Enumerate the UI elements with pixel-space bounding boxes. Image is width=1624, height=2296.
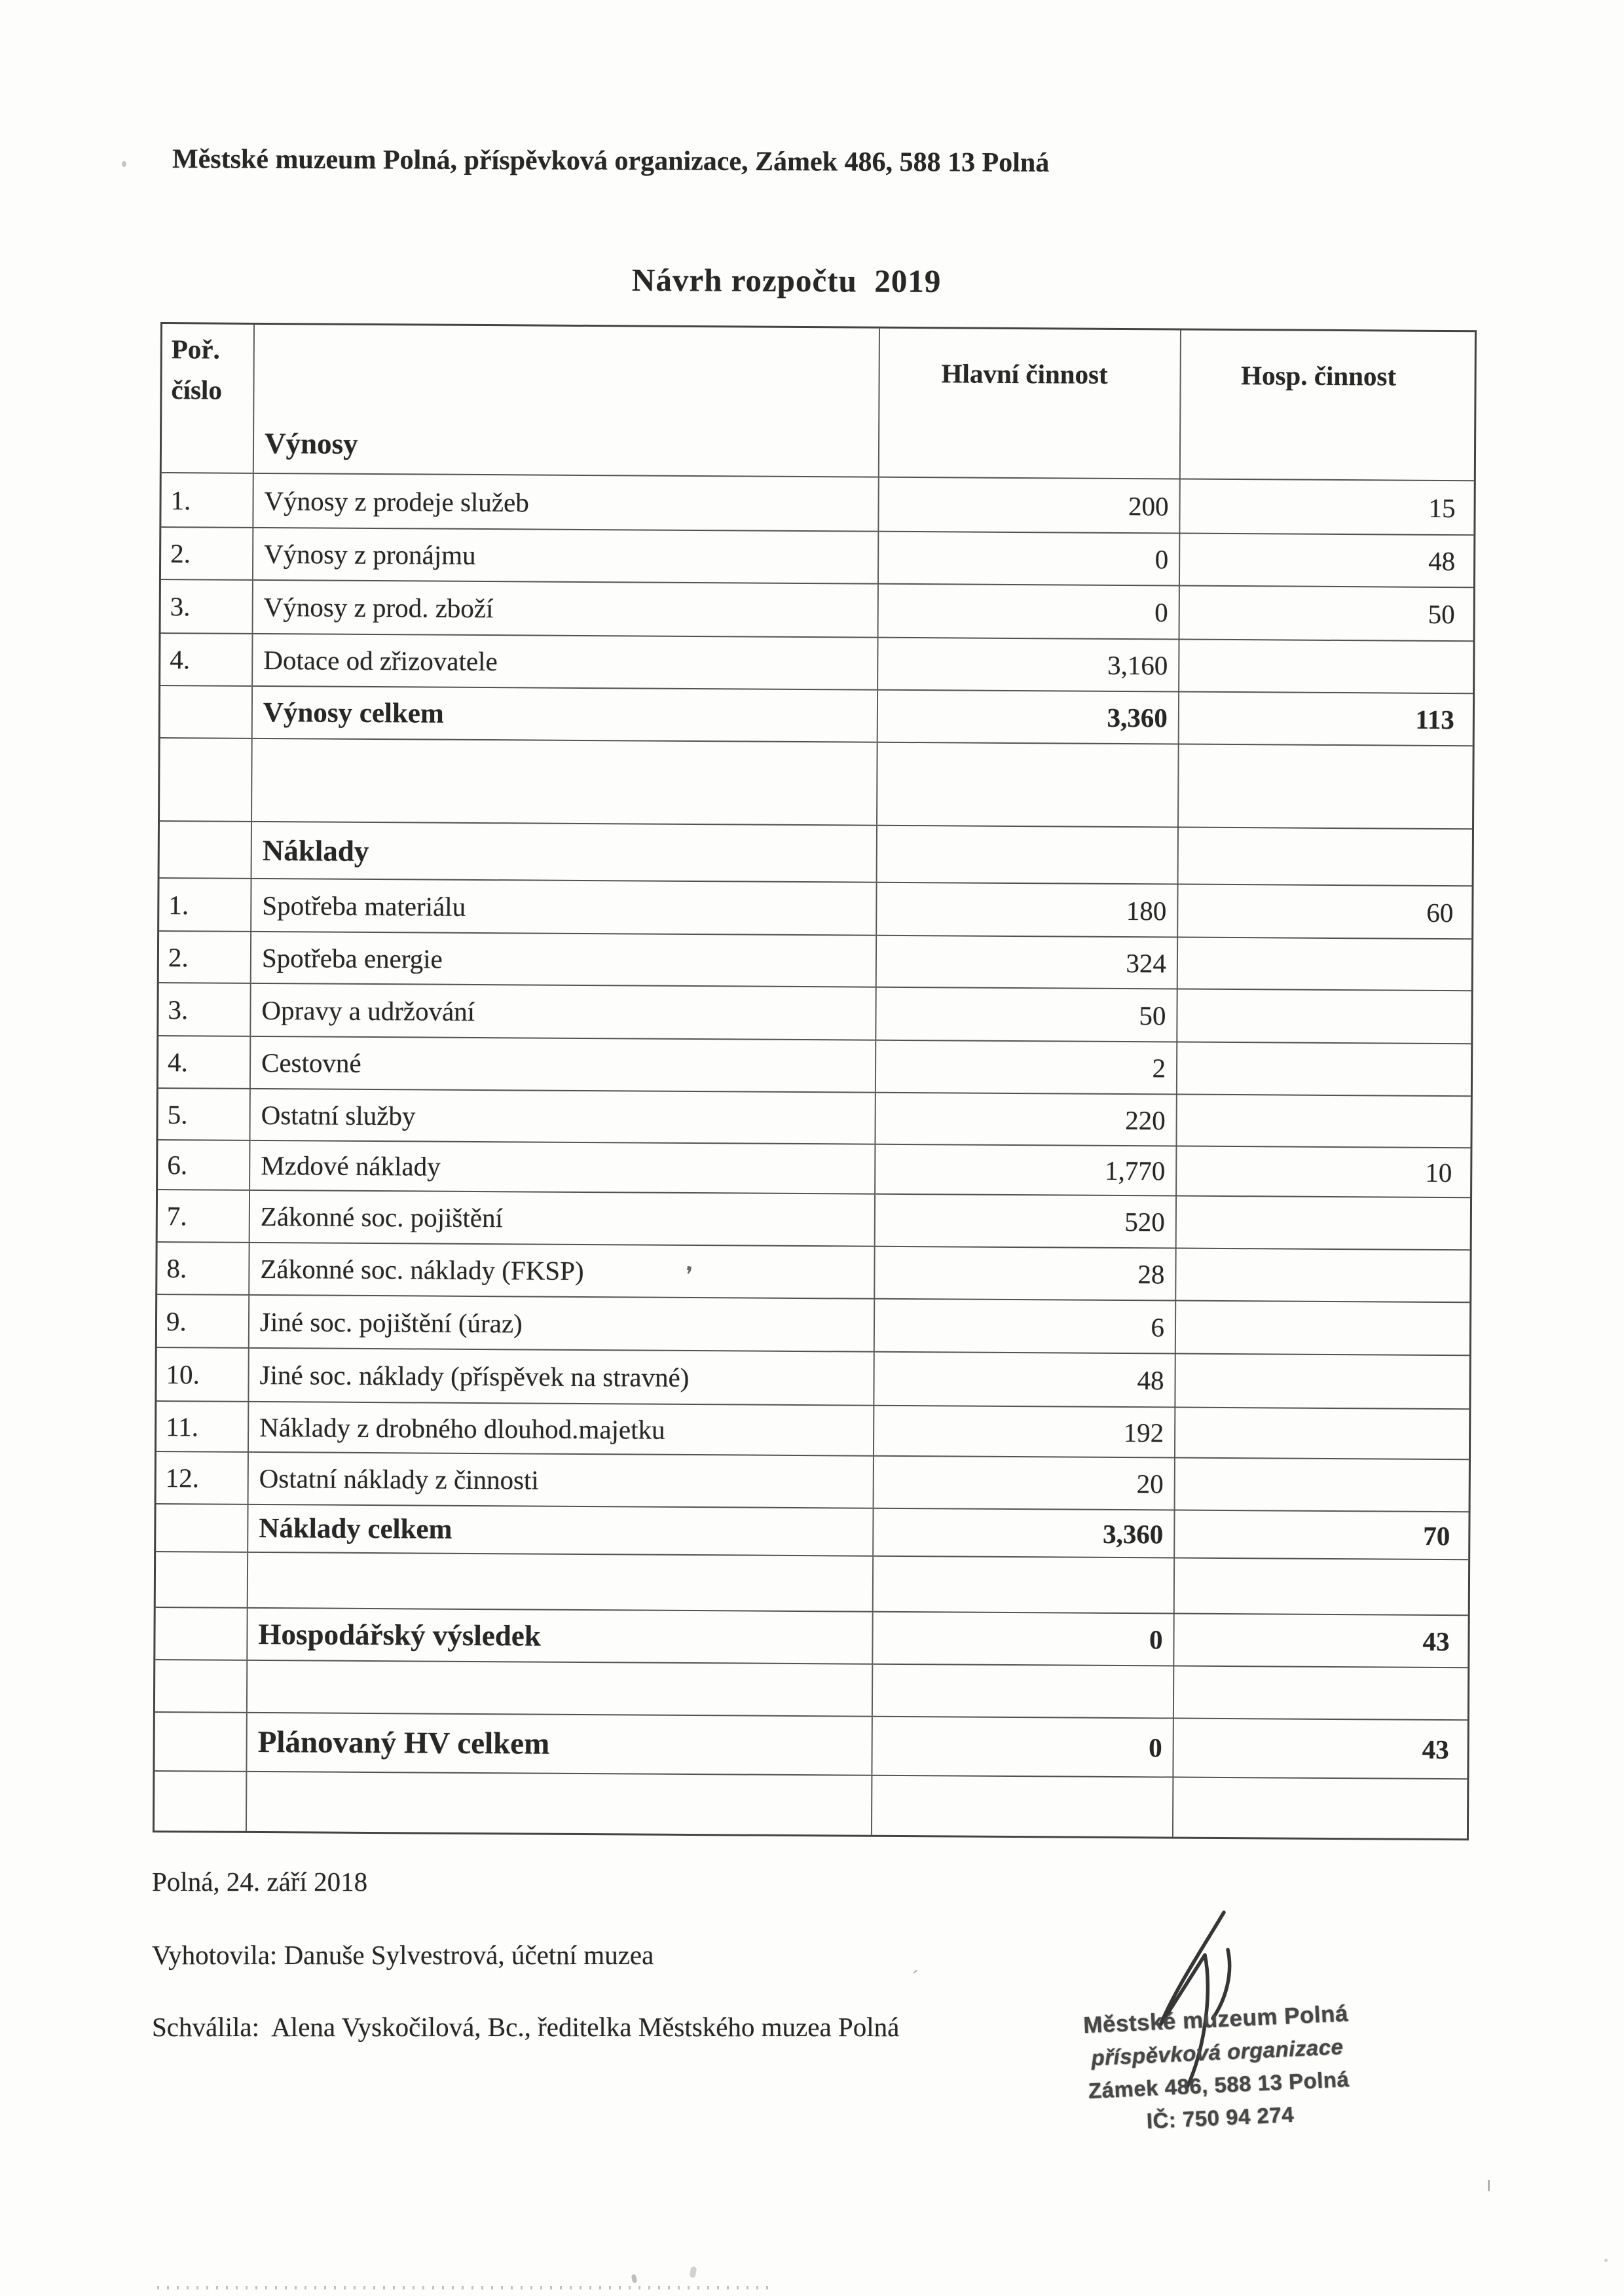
table-empty-row (155, 1659, 1467, 1719)
row-value-economic-activity (1175, 1095, 1466, 1148)
row-label: Opravy a udržování (249, 984, 875, 1040)
table-item-row (161, 472, 1473, 534)
row-label (247, 1553, 872, 1611)
table-empty-row (156, 1551, 1468, 1614)
row-number: 3. (170, 591, 191, 622)
row-value-main-activity: 3,360 (872, 1509, 1173, 1558)
scan-artifact (122, 161, 126, 167)
table-item-row (158, 982, 1471, 1043)
table-section-row (160, 820, 1472, 885)
row-value-main-activity: 520 (874, 1195, 1175, 1248)
row-value-economic-activity (1177, 938, 1467, 991)
row-number (155, 1660, 246, 1712)
row-number (156, 1504, 247, 1552)
column-header-number-line2: číslo (171, 374, 223, 405)
row-label: Dotace od zřizovatele (251, 634, 877, 689)
scan-artifact (1488, 2180, 1490, 2191)
row-value-economic-activity: 10 (1175, 1147, 1466, 1197)
row-value-main-activity: 50 (875, 988, 1176, 1042)
row-value-economic-activity: 113 (1178, 693, 1469, 746)
row-label: Plánovaný HV celkem (246, 1713, 871, 1775)
table-item-row (158, 1139, 1470, 1197)
row-value-main-activity: 0 (871, 1717, 1172, 1777)
row-value-main-activity: 3,160 (877, 638, 1178, 691)
row-number: 10. (166, 1359, 200, 1390)
row-number (160, 686, 251, 738)
row-value-main-activity: 28 (874, 1247, 1175, 1300)
row-value-economic-activity: 15 (1179, 480, 1469, 535)
table-item-row (157, 1400, 1469, 1459)
row-value-main-activity: 6 (874, 1300, 1175, 1353)
row-number (160, 738, 251, 821)
row-value-main-activity: 1,770 (874, 1145, 1175, 1195)
row-label: Zákonné soc. pojištění (249, 1191, 874, 1246)
row-label: Výnosy z prod. zboží (252, 581, 877, 637)
row-label: Hospodářský výsledek (246, 1609, 872, 1664)
table-item-row (157, 1294, 1469, 1355)
row-value-main-activity: 0 (872, 1613, 1173, 1666)
scan-artifact: ❜ (683, 1263, 694, 1288)
row-value-economic-activity: 60 (1177, 885, 1467, 939)
row-value-economic-activity: 43 (1172, 1719, 1463, 1779)
row-label (251, 739, 877, 825)
row-value-economic-activity (1175, 1249, 1466, 1302)
row-value-main-activity: 220 (874, 1093, 1175, 1146)
column-header-label (253, 325, 879, 418)
footer-prepared-by: Vyhotovila: Danuše Sylvestrová, účetní muzea (152, 1940, 654, 1970)
row-value-economic-activity (1172, 1778, 1463, 1839)
row-number: 2. (168, 941, 189, 972)
row-value-main-activity: 0 (877, 585, 1179, 639)
stamp-organization-name: Městské muzeum Polná (1082, 2000, 1349, 2039)
row-value-economic-activity (1175, 1197, 1466, 1250)
table-item-row (157, 1451, 1469, 1511)
row-number: 12. (165, 1463, 200, 1493)
row-label: Ostatní náklady z činnosti (248, 1453, 873, 1508)
stamp-ic-number: IČ: 750 94 274 (1145, 2102, 1295, 2134)
row-number (162, 413, 253, 473)
row-number: 4. (167, 1047, 188, 1078)
table-total-row (156, 1503, 1468, 1559)
row-label: Mzdové náklady (249, 1141, 874, 1194)
row-number: 7. (166, 1201, 187, 1231)
table-item-row (159, 877, 1471, 938)
row-value-economic-activity (1178, 640, 1469, 693)
scan-artifact (1604, 2259, 1608, 2262)
row-label: Výnosy z prodeje služeb (252, 474, 877, 531)
table-empty-row (155, 1770, 1467, 1838)
table-total-lg-row (155, 1607, 1467, 1667)
row-number: 11. (166, 1411, 199, 1442)
row-label: Jiné soc. náklady (příspěvek na stravné) (248, 1349, 873, 1405)
row-value-economic-activity (1173, 1559, 1464, 1615)
row-label: Náklady celkem (247, 1505, 872, 1556)
row-value-economic-activity: 50 (1179, 587, 1469, 641)
row-value-economic-activity (1179, 420, 1470, 481)
row-value-main-activity: 20 (873, 1457, 1174, 1510)
row-value-main-activity (872, 1665, 1173, 1718)
row-label: Cestovné (249, 1037, 875, 1092)
row-label (246, 1772, 871, 1835)
column-header-economic-activity: Hosp. činnost (1179, 331, 1471, 422)
table-section-row (162, 413, 1474, 480)
row-number (155, 1772, 246, 1831)
scan-artifact: ˊ (912, 1967, 919, 1991)
table-empty-row (160, 737, 1473, 828)
row-value-economic-activity: 43 (1173, 1614, 1464, 1667)
official-stamp (1065, 1997, 1372, 2141)
row-value-economic-activity (1177, 828, 1468, 886)
row-value-main-activity: 180 (876, 883, 1177, 937)
row-value-main-activity: 192 (873, 1406, 1174, 1457)
table-total-row (160, 685, 1473, 745)
row-value-economic-activity (1174, 1355, 1465, 1409)
table-total-xl-row (155, 1711, 1467, 1778)
table-body (155, 413, 1474, 1838)
row-label: Náklady z drobného dlouhod.majetku (248, 1402, 873, 1455)
row-number (155, 1608, 246, 1660)
scan-artifact (157, 2286, 769, 2289)
row-value-main-activity: 2 (875, 1041, 1176, 1094)
document-title: Návrh rozpočtu 2019 (631, 261, 942, 300)
row-number: 1. (168, 889, 189, 920)
row-number: 1. (170, 484, 191, 515)
row-number: 2. (170, 538, 191, 569)
row-label: Výnosy (253, 414, 878, 477)
stamp-organization-type: příspěvková organizace (1090, 2034, 1344, 2070)
row-value-main-activity (872, 1557, 1173, 1613)
table-item-row (161, 579, 1473, 640)
row-label: Výnosy z pronájmu (252, 528, 877, 583)
row-number: 8. (166, 1253, 187, 1284)
table-header-row (162, 324, 1475, 421)
column-header-main-activity: Hlavní činnost (878, 329, 1180, 420)
table-item-row (160, 632, 1473, 693)
table-item-row (158, 1035, 1471, 1095)
row-value-main-activity: 3,360 (877, 691, 1178, 744)
row-value-economic-activity (1176, 1043, 1467, 1096)
table-item-row (158, 1189, 1470, 1249)
row-value-economic-activity (1177, 745, 1469, 829)
table-item-row (158, 1087, 1470, 1147)
row-number (156, 1552, 247, 1607)
table-item-row (161, 526, 1473, 587)
row-number: 3. (168, 994, 189, 1025)
row-label: Náklady (251, 822, 876, 882)
scan-artifact (690, 2266, 697, 2278)
row-label: Jiné soc. pojištění (úraz) (248, 1296, 874, 1351)
row-value-economic-activity (1175, 1302, 1466, 1355)
row-value-economic-activity (1174, 1408, 1465, 1459)
scan-artifact (631, 2274, 638, 2283)
row-value-main-activity: 48 (873, 1353, 1174, 1407)
row-label: Spotřeba materiálu (250, 879, 876, 935)
footer-place-date: Polná, 24. září 2018 (152, 1867, 368, 1897)
row-value-economic-activity: 48 (1179, 534, 1469, 587)
row-value-economic-activity (1174, 1459, 1465, 1512)
row-value-main-activity: 324 (876, 936, 1177, 989)
row-value-economic-activity (1176, 990, 1467, 1044)
row-value-main-activity: 0 (877, 532, 1179, 585)
column-header-number-line1: Poř. (171, 334, 220, 365)
row-value-main-activity: 200 (877, 478, 1179, 533)
row-label: Zákonné soc. náklady (FKSP) (248, 1243, 874, 1298)
row-value-main-activity (876, 743, 1178, 827)
row-number: 9. (166, 1305, 187, 1336)
row-number: 5. (167, 1099, 188, 1129)
row-value-main-activity (871, 1776, 1172, 1837)
row-label: Výnosy celkem (251, 687, 877, 742)
row-number: 6. (167, 1150, 188, 1180)
row-number: 4. (170, 644, 191, 675)
stamp-address: Zámek 486, 588 13 Polná (1088, 2066, 1350, 2103)
row-label: Spotřeba energie (250, 932, 876, 987)
row-number (160, 822, 251, 878)
row-value-economic-activity (1173, 1667, 1464, 1720)
table-item-row (157, 1241, 1469, 1302)
row-label: Ostatní služby (249, 1089, 874, 1144)
table-item-row (159, 930, 1471, 990)
row-number (155, 1713, 246, 1771)
column-header-number (162, 324, 253, 414)
row-value-main-activity (878, 418, 1179, 479)
footer-approved-by: Schválila: Alena Vyskočilová, Bc., ředitelka Městského muzea Polná (152, 2012, 900, 2042)
organization-header: Městské muzeum Polná, příspěvková organizace, Zámek 486, 588 13 Polná (172, 144, 1050, 178)
row-value-economic-activity: 70 (1173, 1511, 1464, 1559)
row-label (246, 1661, 872, 1716)
row-value-main-activity (876, 826, 1177, 884)
table-item-row (157, 1347, 1469, 1408)
budget-table (153, 322, 1477, 1840)
